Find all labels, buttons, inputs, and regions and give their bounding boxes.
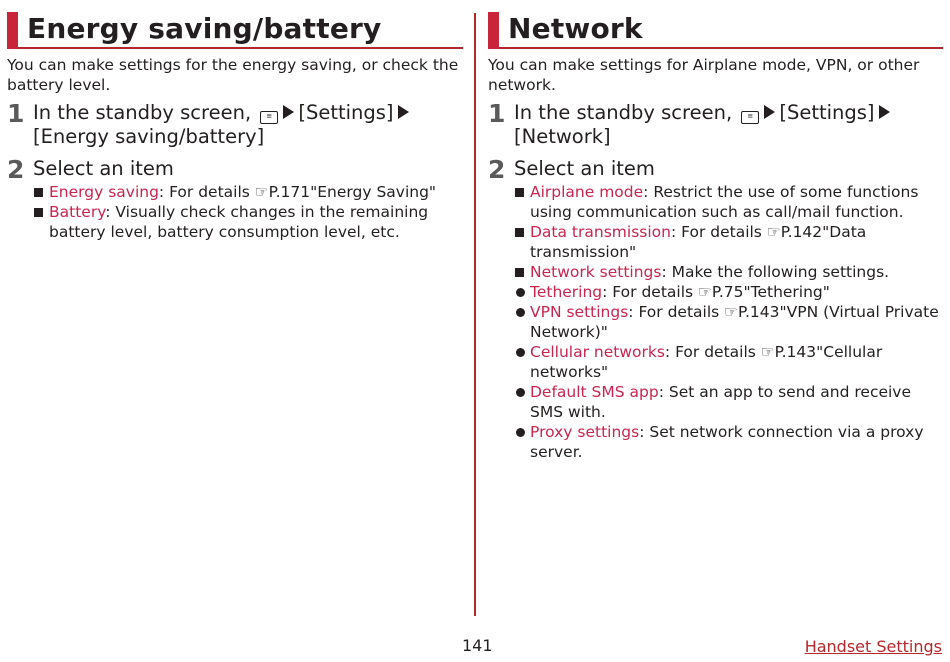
item-description: : For details ☞P.142"Data transmission" [530, 223, 867, 261]
list-item-energy-saving [33, 182, 463, 202]
square-bullet-icon [34, 188, 43, 197]
arrow-right-icon [879, 105, 890, 119]
round-bullet-icon [516, 288, 525, 297]
step-number: 2 [7, 155, 25, 184]
section-title: Energy saving/battery [27, 12, 382, 45]
item-description: : For details ☞P.171"Energy Saving" [158, 183, 437, 201]
step-number: 1 [7, 99, 25, 128]
list-item-airplane-mode [514, 182, 943, 222]
section-title: Network [508, 12, 643, 45]
item-term[interactable]: Airplane mode [530, 183, 644, 201]
column-divider [474, 13, 476, 616]
step-2 [7, 155, 463, 184]
sub-item-proxy-settings [514, 422, 943, 462]
section-marker-bar [488, 12, 499, 49]
item-description: : Set an app to send and receive SMS with. [530, 383, 912, 421]
square-bullet-icon [515, 188, 524, 197]
item-term[interactable]: Network settings [530, 263, 662, 281]
round-bullet-icon [516, 388, 525, 397]
item-term[interactable]: Cellular networks [530, 343, 665, 361]
step-number: 2 [488, 155, 506, 184]
square-bullet-icon [34, 208, 43, 217]
settings-menu-label: [Settings] [298, 101, 394, 124]
item-term[interactable]: Energy saving [49, 183, 159, 201]
section-footer-link[interactable]: Handset Settings [804, 637, 942, 656]
arrow-right-icon [398, 105, 409, 119]
item-term[interactable]: Default SMS app [530, 383, 659, 401]
round-bullet-icon [516, 428, 525, 437]
item-description: : For details ☞P.75"Tethering" [602, 283, 830, 301]
menu-key-icon: ≡ [741, 111, 759, 124]
sub-item-vpn-settings [514, 302, 943, 342]
item-description: : For details ☞P.143"Cellular networks" [530, 343, 883, 381]
step-text: Select an item [514, 157, 655, 180]
step-1 [7, 101, 463, 149]
item-term[interactable]: Data transmission [530, 223, 671, 241]
settings-menu-label: [Settings] [779, 101, 875, 124]
square-bullet-icon [515, 268, 524, 277]
item-term[interactable]: Tethering [530, 283, 603, 301]
step-number: 1 [488, 99, 506, 128]
step-2 [488, 155, 943, 184]
energy-saving-section [7, 10, 463, 242]
item-description: : For details ☞P.143"VPN (Virtual Private Network)" [530, 303, 939, 341]
square-bullet-icon [515, 228, 524, 237]
step-text: Select an item [33, 157, 174, 180]
sub-item-default-sms-app [514, 382, 943, 422]
step-1 [488, 101, 943, 149]
step-text: In the standby screen, [514, 101, 733, 124]
step-text: In the standby screen, [33, 101, 252, 124]
page-number: 141 [462, 636, 493, 655]
arrow-right-icon [283, 105, 294, 119]
round-bullet-icon [516, 348, 525, 357]
item-description: : Visually check changes in the remaining battery level, battery consumption level, etc. [49, 203, 429, 241]
section-marker-bar [7, 12, 18, 49]
list-item-battery [33, 202, 463, 242]
arrow-right-icon [764, 105, 775, 119]
round-bullet-icon [516, 308, 525, 317]
item-list [7, 182, 463, 242]
sub-item-tethering [514, 282, 943, 302]
sub-item-cellular-networks [514, 342, 943, 382]
section-intro: You can make settings for Airplane mode, VPN, or other network. [488, 56, 920, 94]
menu-key-icon: ≡ [260, 111, 278, 124]
item-term[interactable]: Battery [49, 203, 106, 221]
target-menu-label: [Energy saving/battery] [33, 125, 265, 148]
item-term[interactable]: Proxy settings [530, 423, 640, 441]
section-intro: You can make settings for the energy saving, or check the battery level. [7, 56, 459, 94]
item-description: : Restrict the use of some functions using communication such as call/mail function. [530, 183, 919, 221]
network-section [488, 10, 943, 462]
target-menu-label: [Network] [514, 125, 611, 148]
list-item-data-transmission [514, 222, 943, 262]
item-list [488, 182, 943, 462]
section-header [7, 10, 463, 49]
item-description: : Set network connection via a proxy server. [530, 423, 924, 461]
list-item-network-settings [514, 262, 943, 282]
section-header [488, 10, 943, 49]
item-term[interactable]: VPN settings [530, 303, 629, 321]
item-description: : Make the following settings. [661, 263, 890, 281]
